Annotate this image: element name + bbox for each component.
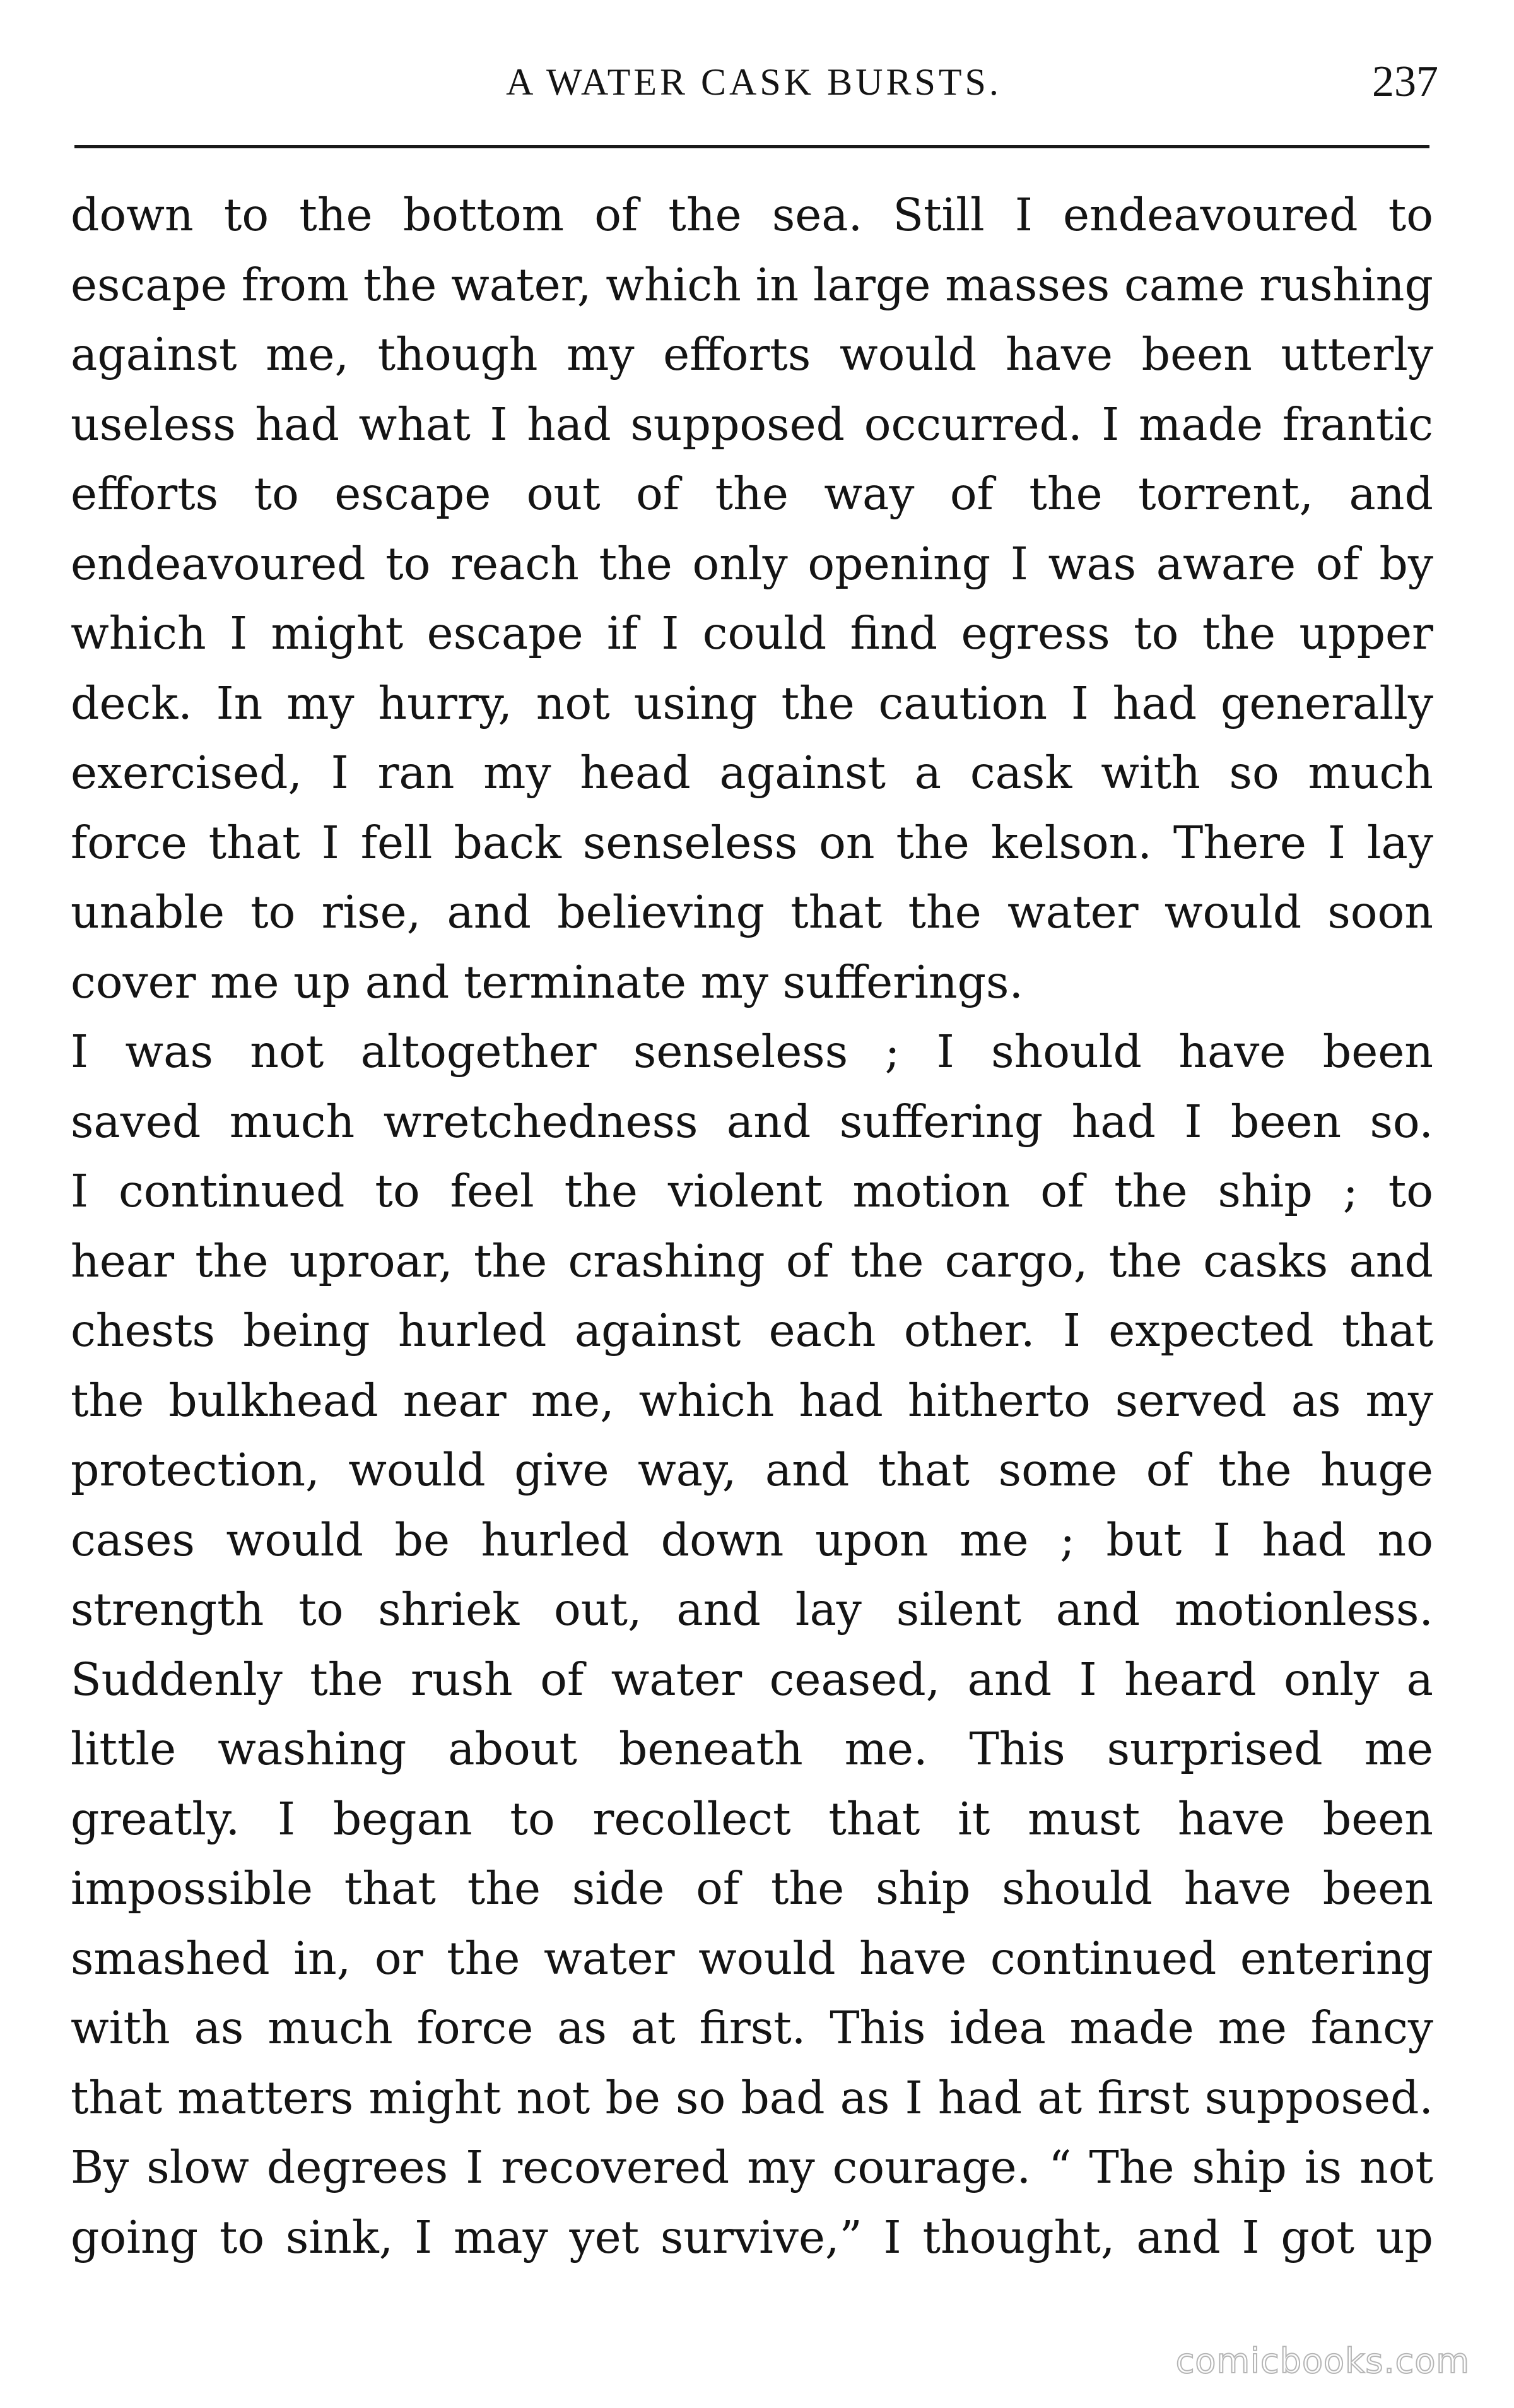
text-line: useless had what I had supposed occurred. I made frantic [71, 398, 1433, 451]
text-line: the bulkhead near me, which had hitherto served as my [71, 1374, 1433, 1427]
text-line: protection, would give way, and that some of the huge [71, 1444, 1433, 1496]
text-line: going to sink, I may yet survive,” I thought, and I got up [71, 2210, 1433, 2263]
text-line: exercised, I ran my head against a cask with so much [71, 747, 1433, 799]
text-line: Suddenly the rush of water ceased, and I heard only a [71, 1653, 1433, 1706]
text-line: efforts to escape out of the way of the torrent, and [71, 468, 1433, 520]
text-line: smashed in, or the water would have continued entering [71, 1932, 1433, 1985]
site-watermark: comicbooks.com [1175, 2341, 1470, 2381]
text-line: cases would be hurled down upon me ; but I had no [71, 1513, 1433, 1566]
text-line: unable to rise, and believing that the water would soon [71, 886, 1433, 938]
text-line: force that I fell back senseless on the kelson. There I lay [71, 816, 1433, 869]
text-line: impossible that the side of the ship should have been [71, 1862, 1433, 1915]
header-rule [74, 145, 1429, 148]
text-line: against me, though my efforts would have been utterly [71, 328, 1433, 381]
body-text [71, 180, 1433, 2272]
running-title: A WATER CASK BURSTS. [506, 61, 1002, 103]
text-line: endeavoured to reach the only opening I was aware of by [71, 537, 1433, 590]
text-line: that matters might not be so bad as I had at first supposed. [71, 2071, 1433, 2124]
text-line: with as much force as at first. This idea made me fancy [71, 2002, 1433, 2054]
text-line: escape from the water, which in large masses came rushing [71, 258, 1433, 311]
page-number: 237 [1372, 57, 1438, 106]
text-line: hear the uproar, the crashing of the cargo, the casks and [71, 1234, 1433, 1287]
text-line: chests being hurled against each other. I expected that [71, 1304, 1433, 1357]
text-line: I was not altogether senseless ; I should have been [71, 1025, 1433, 1078]
text-line: down to the bottom of the sea. Still I endeavoured to [71, 189, 1433, 241]
text-line: greatly. I began to recollect that it must have been [71, 1792, 1433, 1845]
text-line: I continued to feel the violent motion of the ship ; to [71, 1165, 1433, 1217]
text-line: cover me up and terminate my sufferings. [71, 955, 1024, 1008]
text-line: saved much wretchedness and suffering had I been so. [71, 1095, 1433, 1148]
text-line: deck. In my hurry, not using the caution I had generally [71, 676, 1433, 729]
text-line: which I might escape if I could find egress to the upper [71, 607, 1433, 659]
text-line: strength to shriek out, and lay silent and motionless. [71, 1583, 1433, 1636]
page-header [69, 57, 1438, 120]
text-line: little washing about beneath me. This surprised me [71, 1723, 1433, 1775]
text-line: By slow degrees I recovered my courage. “ The ship is not [71, 2141, 1433, 2193]
